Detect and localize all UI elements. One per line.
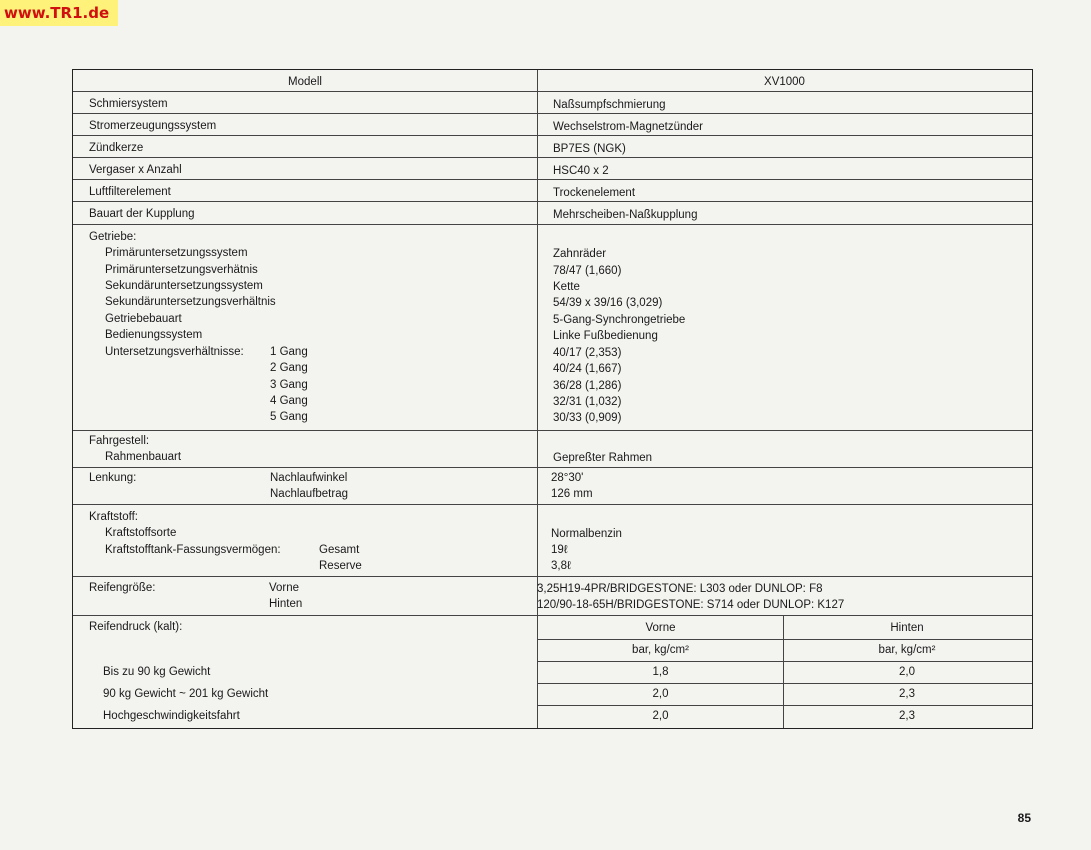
row-label: Zündkerze [89, 142, 144, 154]
table-row [73, 158, 1032, 180]
gear-value: 40/24 (1,667) [553, 363, 622, 375]
section-title: Kraftstoff: [89, 511, 139, 523]
spec-table [72, 69, 1033, 729]
header-model-value: XV1000 [764, 76, 805, 88]
row-label: Sekundäruntersetzungssystem [105, 280, 263, 292]
row-label: Stromerzeugungssystem [89, 120, 217, 132]
pressure-grid [537, 616, 1032, 728]
table-header-row [73, 70, 1032, 92]
row-label: Kraftstoffsorte [105, 527, 177, 539]
row-label: Bauart der Kupplung [89, 208, 195, 220]
ratio-label: Untersetzungsverhältnisse: [105, 346, 244, 358]
table-row [73, 136, 1032, 158]
pressure-row-label: 90 kg Gewicht ~ 201 kg Gewicht [103, 688, 269, 700]
row-label: Bedienungssystem [105, 329, 203, 341]
pressure-value: 2,0 [652, 688, 669, 700]
gear-label: 2 Gang [270, 362, 308, 374]
gear-label: 5 Gang [270, 411, 308, 423]
row-label: Nachlaufwinkel [270, 472, 348, 484]
pressure-front-column [537, 616, 784, 728]
row-label: Primäruntersetzungssystem [105, 247, 248, 259]
row-value: Kette [553, 281, 580, 293]
watermark-logo: www.TR1.de [0, 0, 118, 26]
section-title: Lenkung: [89, 472, 137, 484]
grid-line [537, 683, 1032, 684]
row-value: 126 mm [551, 488, 593, 500]
gear-value: 40/17 (2,353) [553, 347, 622, 359]
table-row [73, 202, 1032, 225]
gear-label: 3 Gang [270, 379, 308, 391]
table-row [73, 180, 1032, 202]
gear-label: 1 Gang [270, 346, 308, 358]
unit-rear: bar, kg/cm² [878, 644, 936, 656]
row-label: Rahmenbauart [105, 451, 182, 463]
row-value: Wechselstrom-Magnetzünder [553, 121, 703, 133]
fuel-section [73, 505, 1032, 577]
pressure-rear-column [782, 616, 1032, 728]
tire-pressure-section [73, 616, 1032, 728]
pressure-value: 2,3 [899, 710, 915, 722]
table-row [73, 114, 1032, 136]
row-value: Naßsumpfschmierung [553, 99, 666, 111]
section-title: Fahrgestell: [89, 435, 150, 447]
pressure-row-label: Bis zu 90 kg Gewicht [103, 666, 211, 678]
grid-line [537, 705, 1032, 706]
row-label: Luftfilterelement [89, 186, 171, 198]
row-label: Nachlaufbetrag [270, 488, 348, 500]
row-label: Vergaser x Anzahl [89, 164, 182, 176]
row-value: Zahnräder [553, 248, 607, 260]
section-title: Reifendruck (kalt): [89, 621, 183, 633]
gear-value: 32/31 (1,032) [553, 396, 622, 408]
pressure-row-label: Hochgeschwindigkeitsfahrt [103, 710, 240, 722]
grid-line [537, 661, 1032, 662]
row-value: Linke Fußbedienung [553, 330, 658, 342]
row-label: Schmiersystem [89, 98, 168, 110]
row-label: Getriebebauart [105, 313, 182, 325]
row-value: HSC40 x 2 [553, 165, 609, 177]
gear-value: 36/28 (1,286) [553, 380, 622, 392]
column-header-rear: Hinten [890, 622, 924, 634]
header-model-label: Modell [288, 76, 322, 88]
row-value: Trockenelement [553, 187, 636, 199]
row-value: 3,8ℓ [551, 560, 571, 572]
pressure-value: 1,8 [652, 666, 669, 678]
row-label: Reserve [319, 560, 362, 572]
unit-front: bar, kg/cm² [632, 644, 689, 656]
row-label: Kraftstofftank-Fassungsvermögen: [105, 544, 281, 556]
row-label: Primäruntersetzungsverhätnis [105, 264, 258, 276]
row-value: 3,25H19-4PR/BRIDGESTONE: L303 oder DUNLOP: F8 [537, 583, 823, 595]
gear-value: 30/33 (0,909) [553, 412, 622, 424]
row-value: 5-Gang-Synchrongetriebe [553, 314, 686, 326]
row-value: 78/47 (1,660) [553, 265, 622, 277]
page-number: 85 [1017, 811, 1031, 825]
row-value: 120/90-18-65H/BRIDGESTONE: S714 oder DUNLOP: K127 [537, 599, 845, 611]
pressure-value: 2,0 [652, 710, 669, 722]
column-header-front: Vorne [645, 622, 676, 634]
grid-line [537, 639, 1032, 640]
row-value: Gepreßter Rahmen [553, 452, 653, 464]
row-value: Mehrscheiben-Naßkupplung [553, 209, 698, 221]
table-row [73, 92, 1032, 114]
chassis-section [73, 431, 1032, 468]
tire-size-section [73, 577, 1032, 616]
pressure-value: 2,0 [899, 666, 915, 678]
row-label: Hinten [269, 598, 303, 610]
section-title: Reifengröße: [89, 582, 156, 594]
row-label: Vorne [269, 582, 300, 594]
row-label: Sekundäruntersetzungsverhältnis [105, 296, 276, 308]
row-label: Gesamt [319, 544, 360, 556]
transmission-section [73, 225, 1032, 431]
pressure-value: 2,3 [899, 688, 915, 700]
row-value: 28°30' [551, 472, 584, 484]
row-value: 19ℓ [551, 544, 568, 556]
row-value: 54/39 x 39/16 (3,029) [553, 297, 663, 309]
steering-section [73, 468, 1032, 505]
section-title: Getriebe: [89, 231, 137, 243]
gear-label: 4 Gang [270, 395, 308, 407]
row-value: BP7ES (NGK) [553, 143, 626, 155]
row-value: Normalbenzin [551, 528, 622, 540]
